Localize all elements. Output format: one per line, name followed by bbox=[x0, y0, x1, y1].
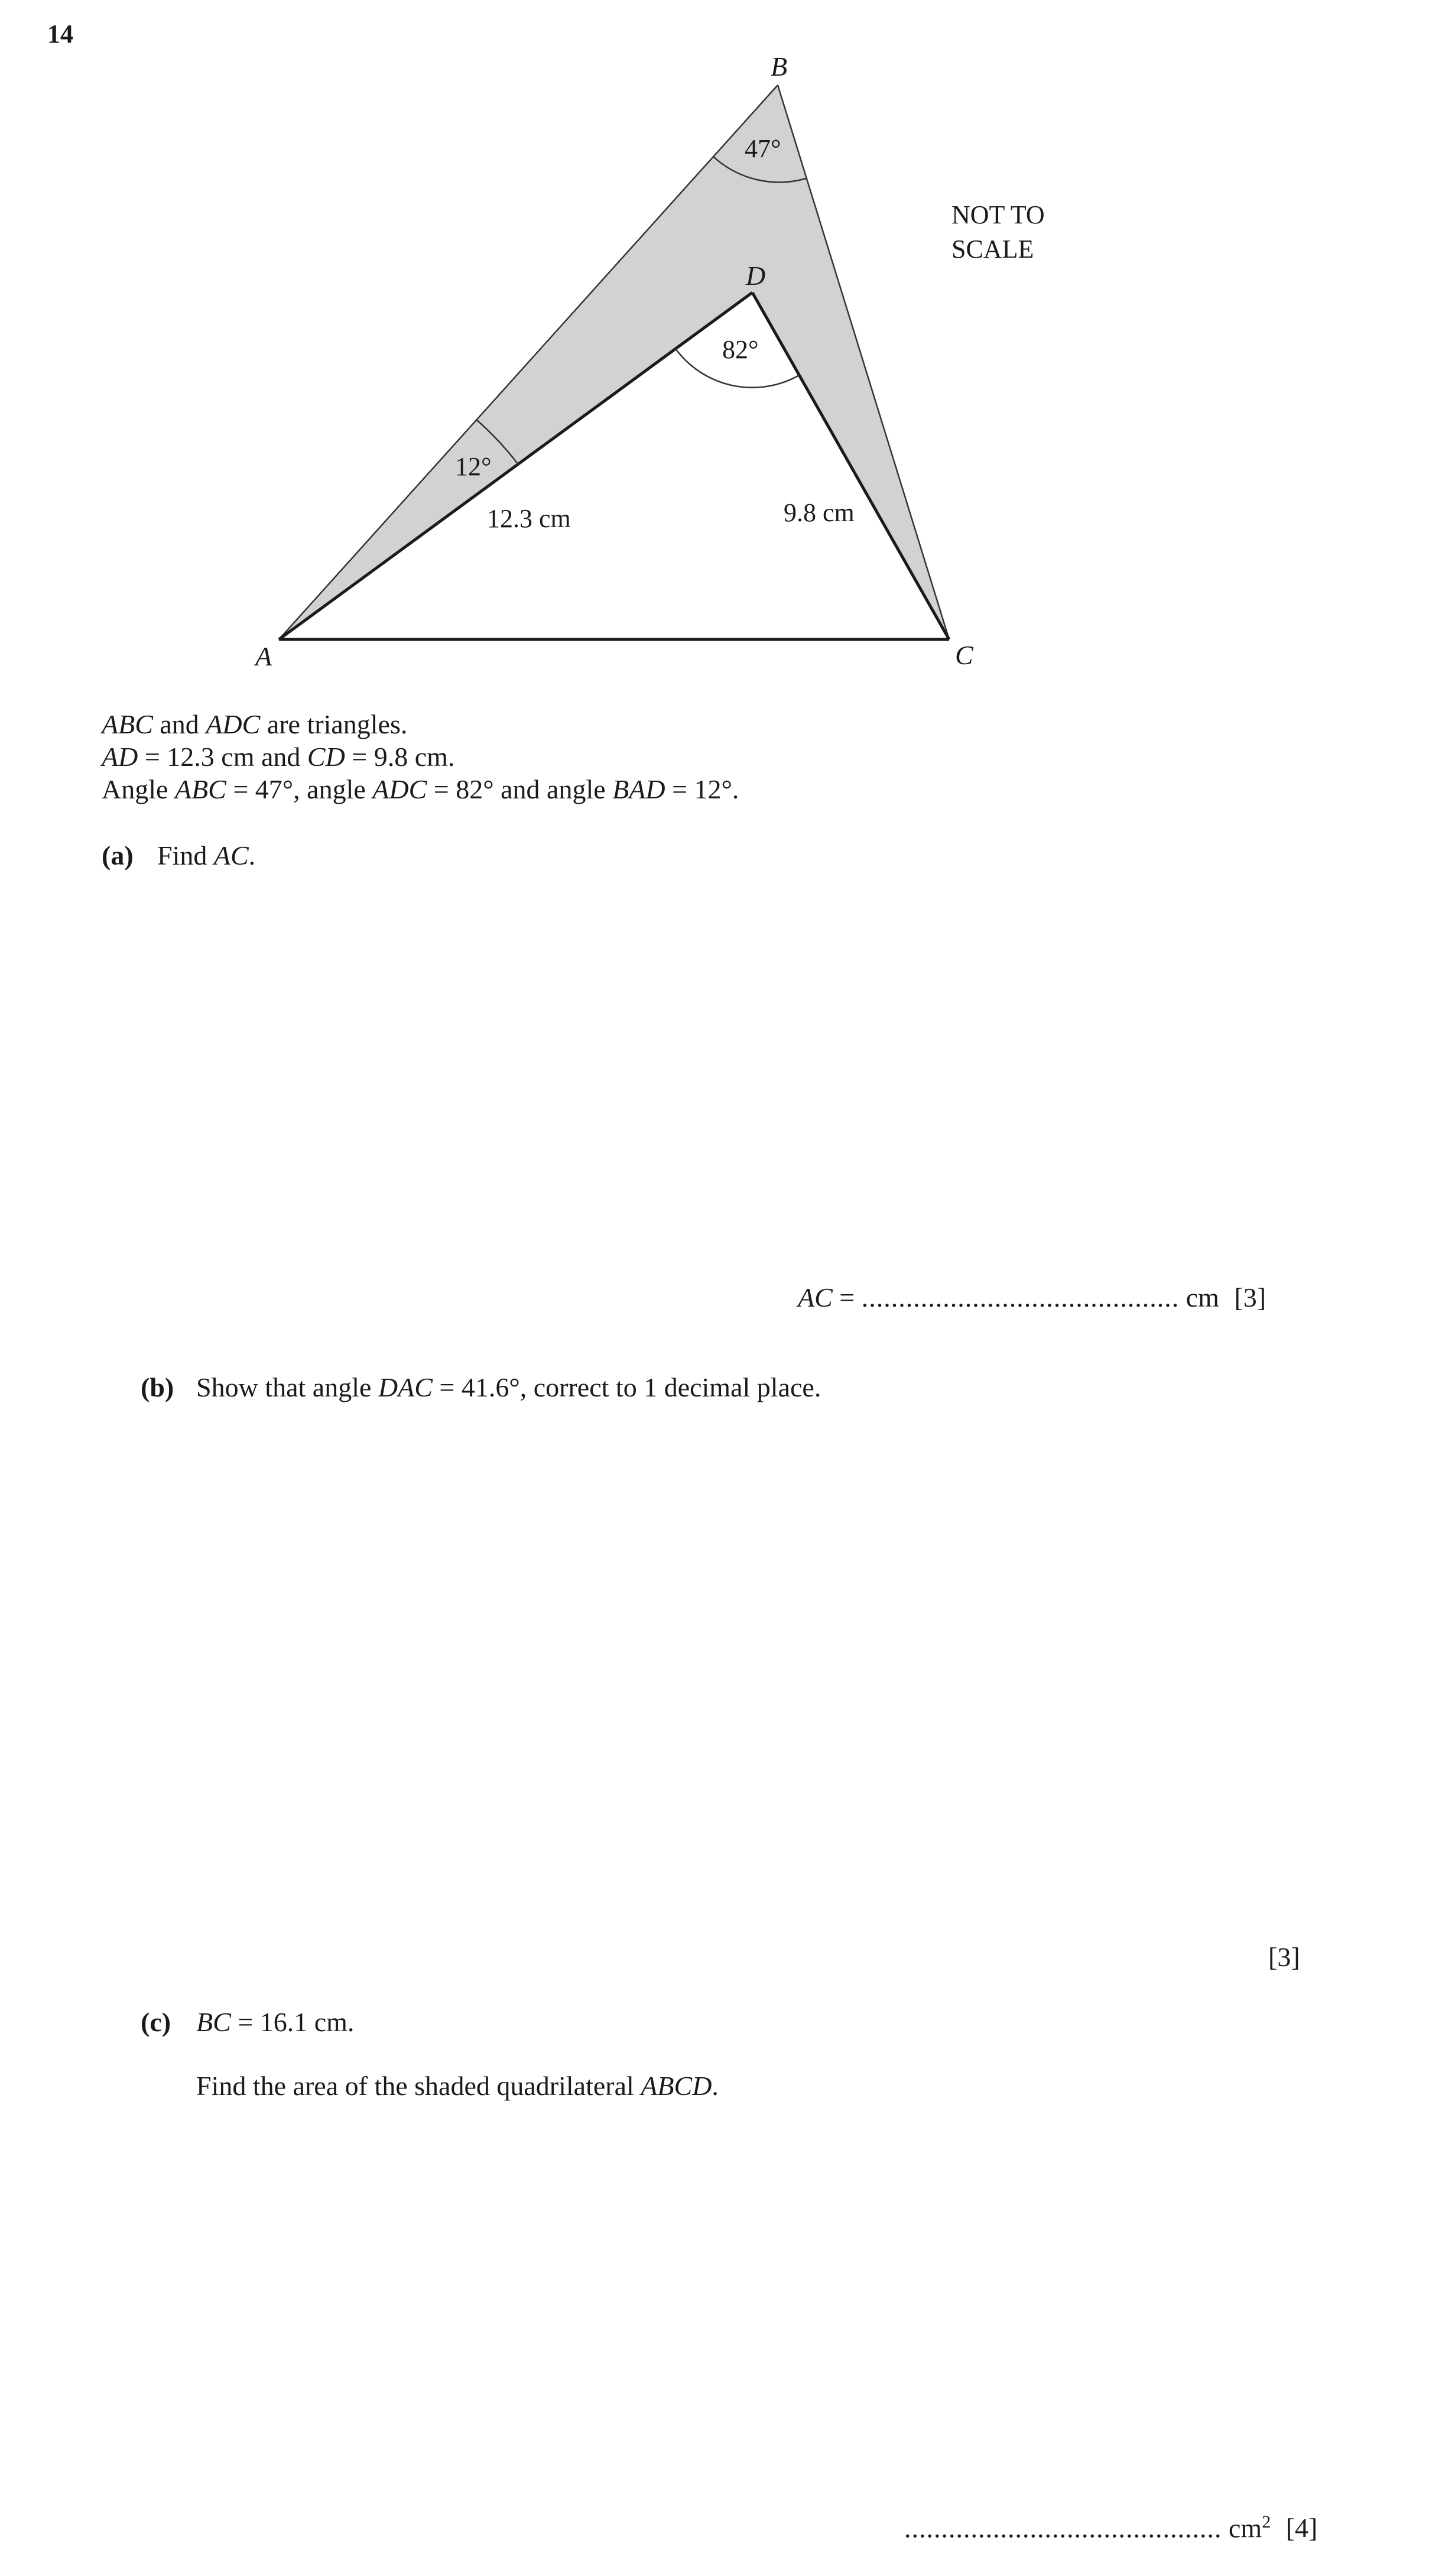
stem-text: = 12°. bbox=[665, 774, 739, 804]
stem-text: = 9.8 cm. bbox=[345, 742, 455, 772]
part-b-label: (b) bbox=[141, 1372, 174, 1402]
stem-abc: ABC bbox=[102, 709, 153, 739]
part-a-text: Find bbox=[157, 840, 214, 870]
answer-unit: cm bbox=[1229, 2513, 1262, 2543]
angle-label-d: 82° bbox=[722, 335, 759, 364]
stem-line-3 bbox=[102, 773, 739, 805]
part-c-given bbox=[196, 2006, 354, 2038]
vertex-label-c: C bbox=[955, 640, 973, 670]
stem-ad: AD bbox=[102, 742, 138, 772]
part-c-answer-line bbox=[904, 2506, 1317, 2544]
part-c-text: = 16.1 cm. bbox=[230, 2007, 355, 2037]
answer-eq: = bbox=[832, 1282, 862, 1313]
answer-unit-exponent: 2 bbox=[1262, 2512, 1271, 2532]
side-ab bbox=[279, 85, 778, 639]
stem-text: Angle bbox=[102, 774, 175, 804]
answer-var-ac: AC bbox=[798, 1282, 833, 1313]
part-b-dac: DAC bbox=[378, 1372, 433, 1402]
part-c-bc: BC bbox=[196, 2007, 231, 2037]
answer-unit: cm bbox=[1186, 1282, 1219, 1313]
triangle-diagram bbox=[0, 0, 1429, 709]
length-label-ad: 12.3 cm bbox=[487, 504, 571, 533]
part-a-answer-line bbox=[798, 1281, 1266, 1314]
vertex-label-a: A bbox=[255, 641, 272, 671]
part-a-label: (a) bbox=[102, 840, 134, 870]
stem-bad: BAD bbox=[612, 774, 665, 804]
stem-cd: CD bbox=[307, 742, 345, 772]
shaded-quadrilateral-abcd bbox=[279, 85, 949, 639]
stem-text: = 12.3 cm and bbox=[138, 742, 307, 772]
stem-adc: ADC bbox=[206, 709, 261, 739]
stem-adc: ADC bbox=[372, 774, 427, 804]
stem-text: = 47°, angle bbox=[226, 774, 373, 804]
part-a-question bbox=[157, 839, 255, 872]
answer-field-ac[interactable]: ........................................... bbox=[861, 1282, 1180, 1313]
marks: [3] bbox=[1234, 1282, 1266, 1313]
part-c-question bbox=[196, 2070, 719, 2102]
part-b-text: Show that angle bbox=[196, 1372, 378, 1402]
answer-field-area[interactable]: ........................................... bbox=[904, 2513, 1222, 2543]
length-label-cd: 9.8 cm bbox=[784, 498, 855, 527]
not-to-scale-line2: SCALE bbox=[951, 235, 1034, 264]
part-b-marks: [3] bbox=[1268, 1942, 1300, 1972]
vertex-label-d: D bbox=[746, 261, 766, 291]
part-a-text: . bbox=[248, 840, 256, 870]
stem-text: and bbox=[152, 709, 206, 739]
angle-label-a: 12° bbox=[455, 452, 492, 481]
angle-label-b: 47° bbox=[745, 134, 781, 163]
side-ad bbox=[279, 293, 752, 639]
stem-line-1 bbox=[102, 708, 407, 740]
part-c-abcd: ABCD bbox=[641, 2071, 712, 2101]
stem-text: = 82° and angle bbox=[427, 774, 613, 804]
stem-line-2 bbox=[102, 740, 454, 773]
not-to-scale-line1: NOT TO bbox=[951, 200, 1045, 229]
part-b-question bbox=[196, 1371, 821, 1404]
part-c-label: (c) bbox=[141, 2007, 171, 2037]
part-b-text: = 41.6°, correct to 1 decimal place. bbox=[432, 1372, 821, 1402]
part-a-ac: AC bbox=[213, 840, 249, 870]
part-c-text: . bbox=[712, 2071, 719, 2101]
marks: [4] bbox=[1285, 2513, 1318, 2543]
stem-abc: ABC bbox=[174, 774, 226, 804]
question-number: 14 bbox=[47, 20, 73, 48]
vertex-label-b: B bbox=[771, 51, 788, 82]
stem-text: are triangles. bbox=[260, 709, 408, 739]
part-c-text: Find the area of the shaded quadrilateral bbox=[196, 2071, 641, 2101]
